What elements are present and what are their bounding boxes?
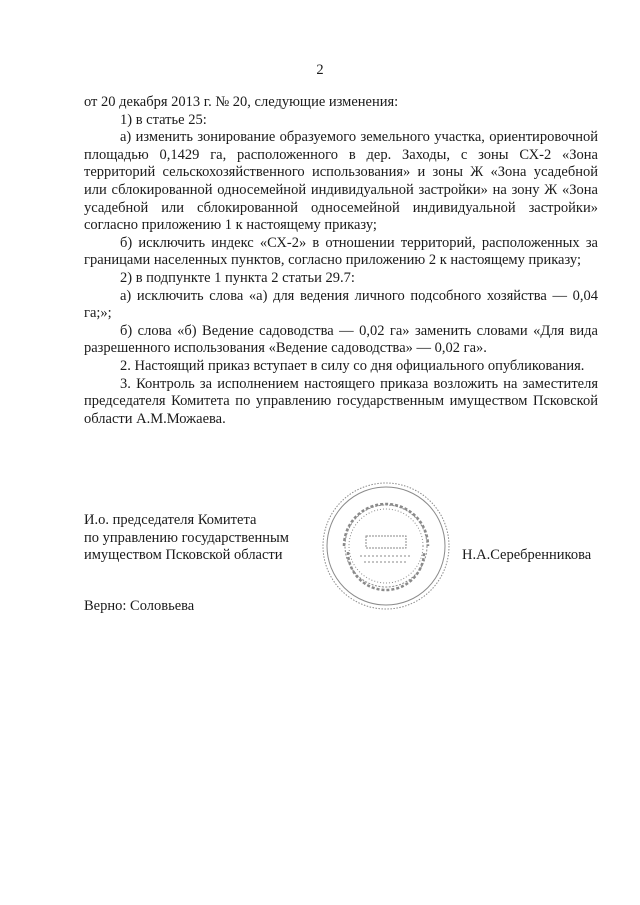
page-number: 2 — [316, 62, 324, 78]
signature-position-line: И.о. председателя Комитета — [84, 512, 257, 528]
official-seal — [318, 478, 454, 614]
paragraph-item-1b: б) исключить индекс «СХ-2» в отношении территорий, расположенных за границами населенных пунктов, согласно приложению 2 к настоящему приказу; — [84, 234, 598, 269]
paragraph-item-1a: а) изменить зонирование образуемого земельного участка, ориентировочной площадью 0,1429 га, расположенного в дер. Заходы, с зоны СХ-2 «Зона территорий сельскохозяйственного использования» и зоны Ж «Зона усадебной или сблокированной односемейной индивидуальной застройки» на зону Ж «Зона усадебной или сблокированной односемейной индивидуальной застройки» согласно приложению 1 к настоящему приказу; — [84, 129, 598, 234]
paragraph-clause-3: 3. Контроль за исполнением настоящего приказа возложить на заместителя председателя Комитета по управлению государственным имуществом Псковской области А.М.Можаева. — [84, 375, 598, 427]
paragraph-clause-2: 2. Настоящий приказ вступает в силу со дня официального опубликования. — [120, 357, 585, 374]
paragraph-item-2b: б) слова «б) Ведение садоводства — 0,02 га» заменить словами «Для вида разрешенного использования «Ведение садоводства» — 0,02 га». — [84, 322, 598, 357]
verified-copy-note: Верно: Соловьева — [84, 598, 195, 614]
signer-name: Н.А.Серебренникова — [462, 547, 592, 563]
paragraph-item-2: 2) в подпункте 1 пункта 2 статьи 29.7: — [120, 269, 355, 286]
paragraph-intro: от 20 декабря 2013 г. № 20, следующие изменения: — [84, 94, 399, 110]
paragraph-item-1: 1) в статье 25: — [120, 111, 207, 128]
signature-position-line: по управлению государственным — [84, 529, 289, 546]
document-body — [84, 94, 598, 428]
signature-position-line: имуществом Псковской области — [84, 547, 283, 564]
paragraph-item-2a: а) исключить слова «а) для ведения личного подсобного хозяйства — 0,04 га;»; — [84, 287, 598, 322]
signature-position — [84, 512, 289, 565]
